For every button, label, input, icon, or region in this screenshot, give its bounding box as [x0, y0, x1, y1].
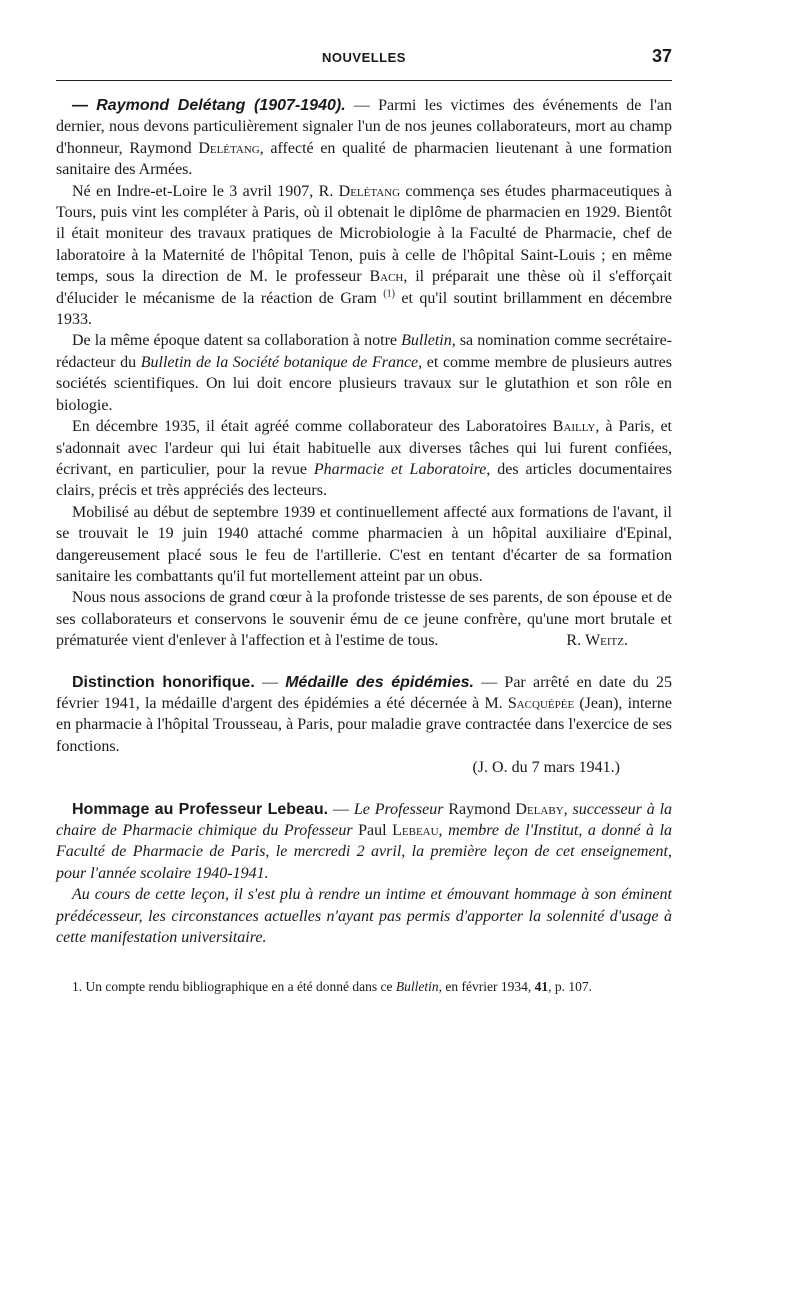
- obituary-heading: Raymond Delétang (1907-1940).: [96, 97, 346, 114]
- obituary-p2-name: Delétang: [338, 182, 401, 200]
- hommage-dash: —: [328, 800, 354, 818]
- obituary-p3-c: , et comme membre de plusieurs autres sociétés scientifiques. On lui doit encore plusieurs travaux sur le glutathion et son rôle en biologie.: [56, 353, 672, 414]
- obituary-paragraph-2: [56, 181, 672, 331]
- distinction-dash: —: [254, 673, 286, 691]
- page: [56, 42, 672, 996]
- hommage-paragraph-1: [56, 799, 672, 885]
- obituary-p2-bach: Bach: [369, 268, 404, 286]
- distinction-paragraph: [56, 672, 672, 758]
- hommage-name1: Delaby: [515, 800, 564, 818]
- footnote-volume: 41: [534, 979, 549, 995]
- obituary-p2-b: commença ses études pharmaceutiques à Tours, puis vint les compléter à Paris, où il obtenait le diplôme de pharmacien en 1929. Bientôt il était moniteur des travaux pratiques de Microbiologie à la Faculté de Pharmacie, chef de laboratoire à la Maternité de l'hôpital Tenon, puis à celle de l'hôpital Saint-Louis ; en même temps, sous la direction de M. le professeur: [56, 182, 672, 286]
- distinction-text-b: (Jean), interne en pharmacie à l'hôpital Trousseau, à Paris, pour maladie grave contractée dans l'exercice de ses fonctions.: [56, 694, 672, 755]
- running-head: NOUVELLES: [322, 50, 406, 65]
- distinction-source: (J. O. du 7 mars 1941.): [472, 759, 620, 777]
- obituary-paragraph-1: [56, 95, 672, 181]
- obituary-section: [56, 95, 672, 652]
- obituary-p3-a: De la même époque datent sa collaboration à notre: [72, 332, 402, 350]
- page-header: [56, 42, 672, 76]
- hommage-p1-a: Le Professeur: [353, 800, 449, 818]
- footnote: [56, 978, 672, 996]
- header-rule: [56, 80, 672, 81]
- footnote-reference: (1): [383, 288, 395, 300]
- obituary-p2-a: Né en Indre-et-Loire le 3 avril 1907, R.: [72, 182, 339, 200]
- obituary-paragraph-4: [56, 416, 672, 502]
- obituary-p2-c: , il préparait une thèse où il s'efforçait d'élucider le mécanisme de la réaction de Gram: [56, 268, 672, 307]
- obituary-paragraph-3: [56, 330, 672, 416]
- distinction-heading: Distinction honorifique.: [72, 673, 255, 691]
- distinction-subheading: Médaille des épidémies.: [285, 673, 474, 691]
- section-gap: [56, 779, 672, 799]
- obituary-p4-c: , des articles documentaires clairs, précis et très appréciés des lecteurs.: [56, 460, 673, 500]
- hommage-name2-first: Paul: [358, 822, 393, 839]
- obituary-signature: [550, 630, 628, 651]
- distinction-text-a: — Par arrêté en date du 25 février 1941, la médaille d'argent des épidémies a été décernée à M.: [56, 673, 673, 712]
- distinction-section: [56, 672, 672, 779]
- obituary-p1-text: — Parmi les victimes des événements de l'an dernier, nous devons particulièrement signaler l'un de nos jeunes collaborateurs, mort au champ d'honneur, Raymond: [56, 97, 673, 157]
- hommage-name2: Lebeau: [392, 822, 439, 839]
- signature-name: Weitz.: [585, 632, 628, 650]
- obituary-p3-bulletin: Bulletin: [401, 332, 452, 350]
- obituary-p4-bailly: Bailly: [552, 418, 596, 436]
- hommage-p1-b: , successeur à la chaire de Pharmacie chimique du Professeur: [56, 800, 673, 839]
- obituary-p1-tail: , affecté en qualité de pharmacien lieutenant à une formation sanitaire des Armées.: [56, 139, 673, 179]
- obituary-p4-a: En décembre 1935, il était agréé comme collaborateur des Laboratoires: [72, 418, 553, 436]
- section-gap: [56, 652, 672, 672]
- signature-initial: R.: [566, 632, 582, 650]
- obituary-paragraph-6: [56, 587, 672, 651]
- obituary-heading-dash: —: [72, 97, 88, 114]
- hommage-name1-first: Raymond: [448, 800, 516, 818]
- obituary-p6-text: Nous nous associons de grand cœur à la profonde tristesse de ses parents, de son épouse et de ses collaborateurs et conservons le souvenir ému de ce jeune confrère, qu'une mort brutale et prématurée vient d'enlever à l'affection et à l'estime de tous.: [56, 589, 672, 650]
- footnote-bulletin: Bulletin: [395, 979, 439, 995]
- obituary-p3-b: , sa nomination comme secrétaire-rédacteur du: [56, 332, 673, 371]
- hommage-p1-c: , membre de l'Institut, a donné à la Faculté de Pharmacie de Paris, le mercredi 2 avril, la première leçon de cet enseignement, pour l'année scolaire 1940-1941.: [56, 822, 673, 882]
- hommage-paragraph-2: Au cours de cette leçon, il s'est plu à rendre un intime et émouvant hommage à son éminent prédécesseur, les circonstances actuelles n'ayant pas permis d'apporter la solennité d'usage à cette manifestation universitaire.: [56, 886, 672, 947]
- obituary-p3-bulletin-sbf: Bulletin de la Société botanique de France: [140, 353, 419, 371]
- obituary-p4-revue: Pharmacie et Laboratoire: [313, 460, 487, 478]
- footnote-text-b: , en février 1934,: [438, 979, 535, 995]
- distinction-name: Sacquépée: [507, 694, 575, 712]
- obituary-paragraph-5: Mobilisé au début de septembre 1939 et continuellement affecté aux formations de l'avant, il se trouvait le 19 juin 1940 attaché comme pharmacien à un hôpital auxiliaire d'Epinal, dangereusement placé sous le feu de l'artillerie. C'est en tentant d'écarter de sa formation sanitaire les combattants qu'il fut mortellement atteint par un obus.: [56, 503, 672, 585]
- obituary-p2-d: et qu'il soutint brillamment en décembre 1933.: [56, 289, 673, 329]
- footnote-text-a: 1. Un compte rendu bibliographique en a été donné dans ce: [72, 979, 396, 995]
- obituary-p1-name: Delétang: [198, 139, 260, 157]
- hommage-heading: Hommage au Professeur Lebeau.: [72, 800, 329, 818]
- page-number: 37: [651, 46, 672, 66]
- footnote-text-c: , p. 107.: [548, 979, 592, 995]
- obituary-p4-b: , à Paris, et s'adonnait avec l'ardeur qui lui était habituelle aux diverses tâches qui lui furent confiées, écrivant, en particulier, pour la revue: [56, 418, 672, 478]
- hommage-section: [56, 799, 672, 949]
